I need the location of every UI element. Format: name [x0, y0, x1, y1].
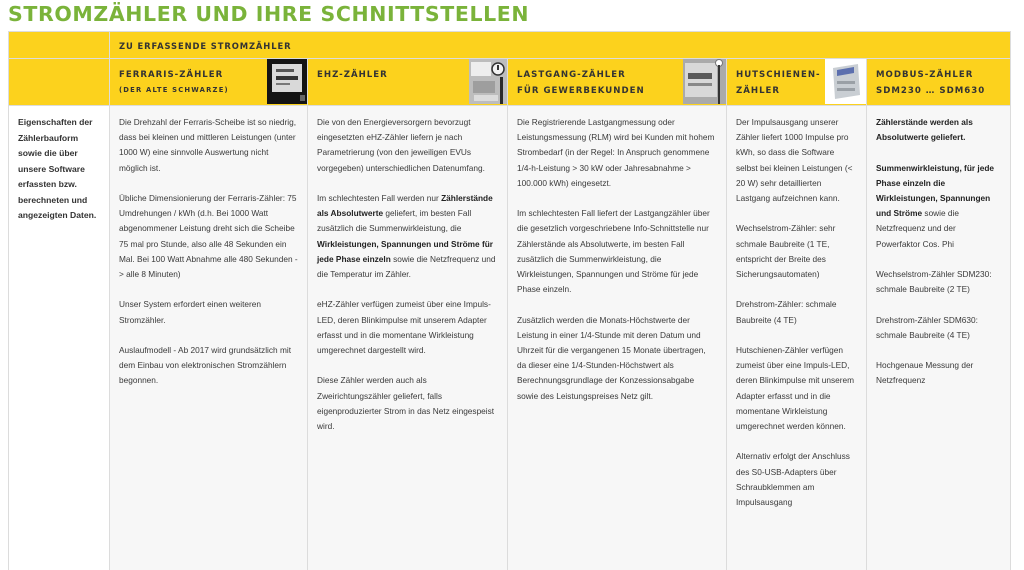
meter-subtitle: (DER ALTE SCHWARZE)	[119, 85, 229, 94]
properties-row	[9, 106, 1011, 570]
detail-paragraph: Im schlechtesten Fall werden nur Zählerstände als Absolutwerte geliefert, im besten Fall zusätzlich die Summenwirkleistung, die Wirkleistungen, Spannungen und Ströme für jede Phase einzeln sowie die Netzfrequenz und die Temperatur im Zähler.	[317, 193, 496, 280]
meter-title: FERRARIS-ZÄHLER	[119, 70, 224, 80]
detail-paragraph: Hochgenaue Messung der Netzfrequenz	[876, 360, 974, 386]
meter-title-line2: SDM230 … SDM630	[876, 85, 986, 96]
row-label: Eigenschaften der Zählerbauform sowie die über unsere Software erfassten bzw. berechneten und angezeigten Daten.	[18, 117, 97, 220]
detail-paragraph: Drehstrom-Zähler SDM630: schmale Baubreite (4 TE)	[876, 314, 978, 340]
detail-paragraph: eHZ-Zähler verfügen zumeist über eine Impuls-LED, deren Blinkimpulse mit unserem Adapter erfasst und in die momentane Wirkleistung umgerechnet dargestellt wird.	[317, 299, 491, 356]
meter-comparison-table	[8, 31, 1011, 570]
meter-details-modbus	[876, 115, 1001, 389]
detail-paragraph: Drehstrom-Zähler: schmale Baubreite (4 TE)	[736, 299, 837, 325]
row-label-cell	[9, 106, 110, 570]
meter-header-row	[9, 59, 1011, 106]
group-header-row	[9, 32, 1011, 59]
meter-title: EHZ-ZÄHLER	[317, 70, 388, 80]
detail-paragraph: Zusätzlich werden die Monats-Höchstwerte der Leistung in einer 1/4-Stunde mit deren Datum und Uhrzeit für die vergangenen 15 Monate übertragen, da dieser eine 1/4-Stunden-Höchstwert als Berechnungsgrundlage der Konzessionsabgabe sowie des Leistungspreises Netz gilt.	[517, 314, 706, 401]
detail-paragraph: Unser System erfordert einen weiteren Stromzähler.	[119, 299, 262, 325]
din-rail-meter-photo	[825, 59, 866, 104]
meter-details-lastgang	[517, 115, 717, 404]
detail-paragraph: Auslaufmodell - Ab 2017 wird grundsätzlich mit dem Einbau von elektronischen Stromzählern begonnen.	[119, 345, 292, 386]
detail-paragraph: Übliche Dimensionierung der Ferraris-Zähler: 75 Umdrehungen / kWh (d.h. Bei 1000 Watt abgenommener Leistung dreht sich die Scheibe 75 mal pro Stunde, also alle 48 Sekunden ein Mal. Bei 100 Watt Abnahme alle 480 Sekunden -> alle 8 Minuten)	[119, 193, 298, 280]
detail-paragraph: Summenwirkleistung, für jede Phase einzeln die Wirkleistungen, Spannungen und Ströme sowie die Netzfrequenz und der Powerfaktor Cos. Phi	[876, 162, 995, 249]
meter-details-cell	[727, 106, 867, 570]
meter-header-lastgang	[508, 59, 727, 106]
meter-title: LASTGANG-ZÄHLER	[517, 70, 626, 80]
meter-title-line2: FÜR GEWERBEKUNDEN	[517, 85, 645, 96]
meter-details-cell	[508, 106, 727, 570]
meter-details-ferraris	[119, 115, 298, 389]
detail-paragraph: Wechselstrom-Zähler SDM230: schmale Baubreite (2 TE)	[876, 269, 992, 295]
detail-paragraph: Die Registrierende Lastgangmessung oder Leistungsmessung (RLM) wird bei Kunden mit hohem Strombedarf (in der Regel: In Anspruch genommene 1/4-h-Leistung > 30 kW oder Jahresabnahme > 100.000 kWh) eingesetzt.	[517, 117, 715, 188]
detail-paragraph: Alternativ erfolgt der Anschluss des S0-USB-Adapters über Schraubklemmen am Impulsausgang	[736, 451, 850, 508]
meter-title: MODBUS-ZÄHLER	[876, 70, 974, 80]
group-header-label: ZU ERFASSENDE STROMZÄHLER	[119, 41, 292, 51]
meter-header-modbus	[867, 59, 1011, 106]
ehz-meter-photo	[469, 59, 507, 104]
empty-corner-cell	[9, 32, 110, 59]
detail-paragraph: Die Drehzahl der Ferraris-Scheibe ist so niedrig, dass bei kleinen und mittleren Leistungen (unter 1000 W) eine sinnvolle Auswertung nicht möglich ist.	[119, 117, 297, 173]
meter-details-cell	[867, 106, 1011, 570]
detail-paragraph: Der Impulsausgang unserer Zähler liefert 1000 Impulse pro kWh, so dass die Software selbst bei kleinen Leistungen (< 20 W) sehr detaillierten Lastgang aufzeichnen kann.	[736, 117, 853, 204]
ferraris-meter-photo	[267, 59, 307, 104]
meter-details-cell	[110, 106, 308, 570]
meter-title-line2: ZÄHLER	[736, 85, 781, 96]
meter-header-ferraris	[110, 59, 308, 106]
lastgang-meter-photo	[683, 59, 726, 104]
meter-details-ehz	[317, 115, 498, 434]
detail-paragraph: Im schlechtesten Fall liefert der Lastgangzähler über die gesetzlich vorgeschriebene Info-Schnittstelle nur Zählerstände als Absolutwerte, im besten Fall zusätzlich die Summenwirkleistung, die Wirkleistungen, Spannungen und Ströme für jede Phase einzeln.	[517, 208, 710, 295]
page-title: STROMZÄHLER UND IHRE SCHNITTSTELLEN	[8, 2, 530, 26]
detail-paragraph: Die von den Energieversorgern bevorzugt eingesetzten eHZ-Zähler liefern je nach Parametrierung (von den jeweiligen EVUs vorgegeben) unterschiedlichen Datenumfang.	[317, 117, 485, 173]
meter-header-hutschienen	[727, 59, 867, 106]
meter-details-cell	[308, 106, 508, 570]
meter-title: HUTSCHIENEN-	[736, 70, 821, 80]
meter-details-hutschienen	[736, 115, 857, 510]
meter-header-ehz	[308, 59, 508, 106]
empty-label-header-cell	[9, 59, 110, 106]
detail-paragraph: Zählerstände werden als Absolutwerte geliefert.	[876, 117, 973, 143]
group-header-cell	[110, 32, 1011, 59]
detail-paragraph: Diese Zähler werden auch als Zweirichtungszähler geliefert, falls eigenproduzierter Strom in das Netz eingespeist wird.	[317, 375, 495, 432]
detail-paragraph: Wechselstrom-Zähler: sehr schmale Baubreite (1 TE, entspricht der Breite des Sicherungsautomaten)	[736, 223, 836, 280]
detail-paragraph: Hutschienen-Zähler verfügen zumeist über eine Impuls-LED, deren Blinkimpulse mit unserem Adapter erfasst und in die momentane Wirkleistung umgerechnet werden können.	[736, 345, 855, 432]
